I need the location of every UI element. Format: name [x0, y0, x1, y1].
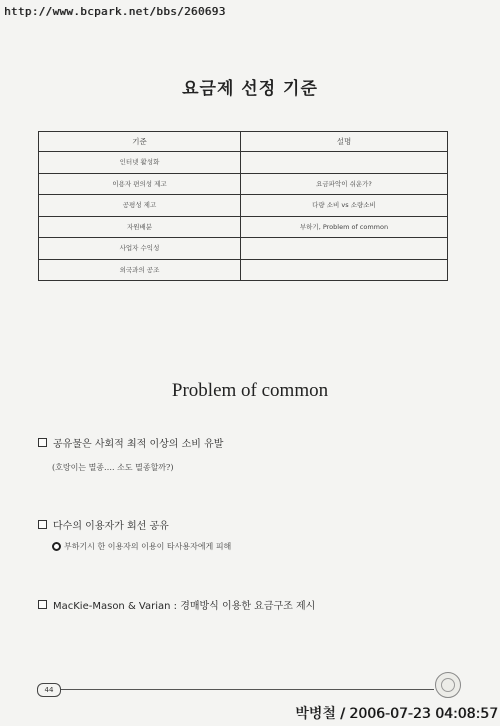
- table-cell: [241, 259, 448, 281]
- column-header-description: 설명: [241, 132, 448, 152]
- table-row: [39, 259, 448, 281]
- bullet-item: [38, 597, 315, 612]
- bullet-item: [38, 517, 169, 532]
- bullet-item: [38, 435, 223, 450]
- table-cell: 인터넷 활성화: [39, 152, 241, 174]
- emblem-icon: [435, 672, 461, 698]
- page-number: 44: [37, 683, 61, 697]
- circle-bullet-icon: [52, 542, 61, 551]
- table-row: [39, 173, 448, 195]
- timestamp-stamp: 박병철 / 2006-07-23 04:08:57: [295, 706, 498, 722]
- bullet-text: 공유물은 사회적 최적 이상의 소비 유발: [53, 439, 224, 450]
- table-cell: 외국과의 공조: [39, 259, 241, 281]
- table-row: [39, 195, 448, 217]
- table-cell: 공평성 제고: [39, 195, 241, 217]
- checkbox-square-icon: [38, 600, 47, 609]
- footer-divider: [60, 689, 434, 690]
- checkbox-square-icon: [38, 520, 47, 529]
- source-url: http://www.bcpark.net/bbs/260693: [4, 5, 226, 18]
- table-cell: 다량 소비 vs 소량소비: [241, 195, 448, 217]
- table-cell: 이용자 편의성 제고: [39, 173, 241, 195]
- table-cell: 부하기, Problem of common: [241, 216, 448, 238]
- bullet-subitem: [52, 541, 231, 552]
- table-row: [39, 238, 448, 260]
- table-cell: [241, 238, 448, 260]
- table-cell: [241, 152, 448, 174]
- criteria-table: [38, 131, 448, 281]
- table-row: [39, 152, 448, 174]
- bullet-subtext: 부하기시 한 이용자의 이용이 타사용자에게 피해: [64, 542, 232, 551]
- page-title: 요금제 선정 기준: [182, 79, 318, 99]
- bullet-text: 다수의 이용자가 회선 공유: [53, 521, 169, 532]
- column-header-criteria: 기준: [39, 132, 241, 152]
- table-cell: 요금파악이 쉬운가?: [241, 173, 448, 195]
- table-row: [39, 216, 448, 238]
- bullet-subtext: (호랑이는 멸종…. 소도 멸종할까?): [52, 463, 174, 472]
- table-cell: 자원배분: [39, 216, 241, 238]
- table-cell: 사업자 수익성: [39, 238, 241, 260]
- section-title: Problem of common: [171, 380, 329, 401]
- bullet-text: MacKie-Mason & Varian : 경매방식 이용한 요금구조 제시: [53, 601, 316, 612]
- checkbox-square-icon: [38, 438, 47, 447]
- table-header-row: [39, 132, 448, 152]
